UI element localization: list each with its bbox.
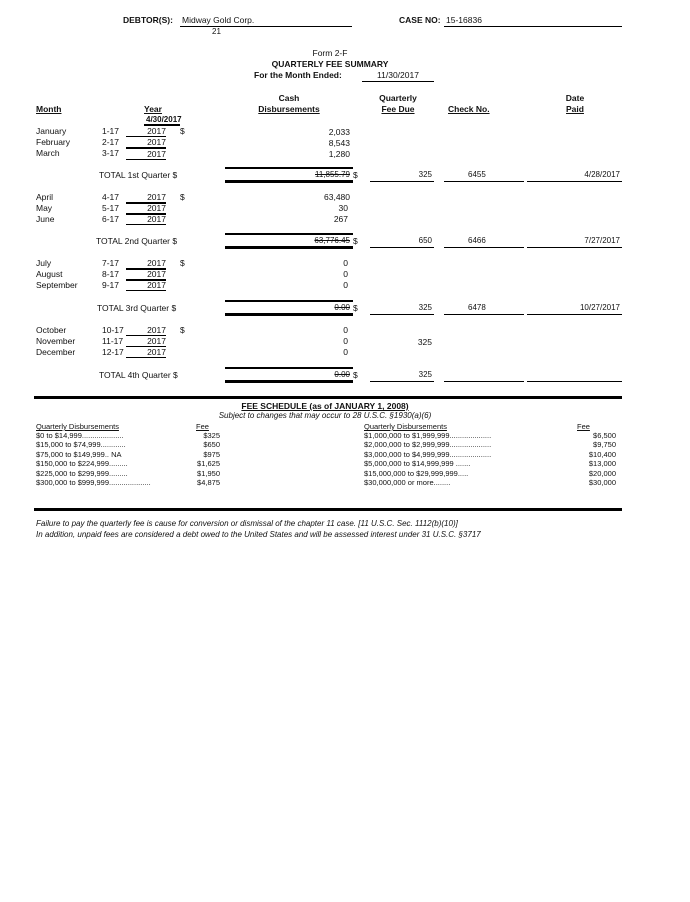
month-name: November — [36, 336, 76, 346]
fee-range: $1,000,000 to $1,999,999.................... — [364, 431, 492, 440]
form-code: Form 2-F — [312, 48, 348, 58]
fee-range: $300,000 to $999,999.................... — [36, 478, 151, 488]
quarter-total-value: 11,855.79 — [315, 170, 350, 179]
month-period: 9-17 — [102, 280, 120, 290]
month-amount: 267 — [333, 214, 348, 224]
fee-due-underline — [370, 247, 434, 248]
month-period: 1-17 — [102, 126, 120, 136]
total-bottom-rule — [225, 246, 353, 249]
fee-amount: $1,625 — [197, 459, 220, 469]
month-year: 2017 — [126, 258, 166, 270]
total-bottom-rule — [225, 313, 353, 316]
quarter-total-dollar: $ — [353, 370, 358, 380]
month-amount: 0 — [343, 347, 348, 357]
quarter-total-label: TOTAL 4th Quarter $ — [99, 370, 178, 380]
fee-range: $15,000 to $74,999............ — [36, 440, 126, 450]
month-amount: 8,543 — [328, 138, 350, 148]
fee-amount: $6,500 — [593, 431, 616, 440]
month-year: 2017 — [126, 336, 166, 347]
fee-right-header-fee: Fee — [577, 422, 590, 431]
month-amount: 1,280 — [328, 149, 350, 159]
col-check: Check No. — [448, 104, 490, 114]
month-name: December — [36, 347, 76, 357]
month-amount: 2,033 — [328, 127, 350, 137]
month-amount: 0 — [343, 258, 348, 268]
month-period: 2-17 — [102, 137, 120, 147]
date-underline — [527, 381, 622, 382]
month-year: 2017 — [126, 347, 166, 358]
month-name: February — [36, 137, 71, 147]
fee-schedule-bottom-rule — [34, 508, 622, 511]
fee-right-list — [364, 431, 491, 487]
check-underline — [444, 247, 524, 248]
fee-left-amounts — [180, 431, 220, 487]
col-year: Year — [144, 104, 162, 114]
month-period: 6-17 — [102, 214, 120, 224]
fee-right-amounts — [570, 431, 616, 487]
debtor-label: DEBTOR(S): — [123, 15, 173, 25]
fee-schedule-title: FEE SCHEDULE (as of JANUARY 1, 2008) — [241, 401, 409, 411]
fee-amount: $30,000 — [588, 478, 616, 488]
quarter-date-paid: 7/27/2017 — [584, 236, 620, 245]
month-year: 2017 — [126, 192, 166, 204]
fee-amount: $650 — [203, 440, 220, 450]
fee-range: $3,000,000 to $4,999,999.................... — [364, 449, 492, 459]
month-year: 2017 — [126, 148, 166, 160]
fee-range: $225,000 to $299,999......... — [36, 468, 128, 478]
date-underline — [527, 181, 622, 182]
month-ended-value: 11/30/2017 — [377, 70, 419, 80]
month-amount: 30 — [338, 203, 348, 213]
quarter-date-paid: 10/27/2017 — [579, 303, 620, 312]
fee-amount: $9,750 — [593, 440, 616, 450]
month-year: 2017 — [126, 269, 166, 281]
month-year: 2017 — [126, 126, 166, 137]
footer-note-1: Failure to pay the quarterly fee is cause for conversion or dismissal of the chapter 11 case. [11 U.S.C. Sec. 1112(b)(10)] — [36, 519, 458, 528]
quarter-total-label: TOTAL 3rd Quarter $ — [97, 303, 177, 313]
fee-amount: $4,875 — [197, 478, 220, 488]
fee-range: $2,000,000 to $2,999,999.................... — [364, 440, 492, 450]
quarter-check-no: 6478 — [468, 303, 486, 312]
footer-note-2: In addition, unpaid fees are considered a debt owed to the United States and will be assessed interest under 31 U.S.C. §3717 — [36, 530, 481, 539]
fee-schedule-top-rule — [34, 396, 622, 399]
fee-amount: $975 — [203, 449, 220, 459]
total-top-rule — [225, 167, 353, 169]
month-period: 5-17 — [102, 203, 120, 213]
total-top-rule — [225, 233, 353, 235]
fee-schedule-subtitle: Subject to changes that may occur to 28 U.S.C. §1930(a)(6) — [218, 411, 432, 420]
quarter-total-label: TOTAL 2nd Quarter $ — [96, 236, 178, 246]
month-period: 4-17 — [102, 192, 120, 202]
month-period: 8-17 — [102, 269, 120, 279]
month-fee-due: 325 — [417, 337, 432, 347]
col-cash-2: Disbursements — [258, 104, 320, 114]
quarter-date-paid: 4/28/2017 — [584, 170, 620, 179]
quarter-total-value: 0.00 — [334, 370, 350, 379]
check-underline — [444, 381, 524, 382]
dollar-sign: $ — [180, 325, 185, 335]
total-top-rule — [225, 367, 353, 369]
quarter-total-value: 0.00 — [334, 303, 350, 312]
debtor-name: Midway Gold Corp. — [182, 15, 255, 25]
month-name: July — [36, 258, 52, 268]
month-year: 2017 — [126, 280, 166, 291]
col-qfee-2: Fee Due — [381, 104, 415, 114]
quarter-fee-due: 325 — [418, 370, 432, 379]
month-name: August — [36, 269, 63, 279]
month-amount: 63,480 — [324, 192, 350, 202]
col-year-sub: 4/30/2017 — [146, 115, 182, 124]
total-bottom-rule — [225, 180, 353, 183]
fee-left-list — [36, 431, 151, 487]
date-underline — [527, 314, 622, 315]
month-year: 2017 — [126, 214, 166, 225]
month-period: 11-17 — [102, 336, 124, 346]
quarter-total-dollar: $ — [353, 170, 358, 180]
debtor-underline — [180, 26, 352, 27]
total-bottom-rule — [225, 380, 353, 383]
month-ended-label: For the Month Ended: — [254, 70, 342, 80]
month-period: 7-17 — [102, 258, 120, 268]
month-name: January — [36, 126, 67, 136]
page-fragment: 21 — [212, 27, 221, 36]
date-underline — [527, 247, 622, 248]
quarter-total-label: TOTAL 1st Quarter $ — [99, 170, 178, 180]
month-year: 2017 — [126, 137, 166, 149]
case-underline — [444, 26, 622, 27]
col-date-1: Date — [565, 93, 585, 103]
fee-range: $30,000,000 or more........ — [364, 478, 451, 488]
month-name: March — [36, 148, 60, 158]
fee-amount: $1,950 — [197, 468, 220, 478]
quarter-fee-due: 325 — [418, 303, 432, 312]
month-ended-underline — [362, 81, 434, 82]
dollar-sign: $ — [180, 258, 185, 268]
quarter-fee-due: 325 — [418, 170, 432, 179]
total-top-rule — [225, 300, 353, 302]
month-name: September — [36, 280, 78, 290]
month-period: 12-17 — [102, 347, 124, 357]
col-date-2: Paid — [566, 104, 584, 114]
fee-range: $0 to $14,999.................... — [36, 431, 124, 440]
fee-right-header-range: Quarterly Disbursements — [364, 422, 447, 431]
check-underline — [444, 181, 524, 182]
month-name: May — [36, 203, 53, 213]
month-period: 10-17 — [102, 325, 124, 335]
fee-due-underline — [370, 314, 434, 315]
quarter-fee-due: 650 — [418, 236, 432, 245]
fee-range: $5,000,000 to $14,999,999 ....... — [364, 459, 471, 469]
fee-amount: $10,400 — [588, 449, 616, 459]
quarter-total-value: 63,776.45 — [314, 236, 350, 245]
col-cash-1: Cash — [278, 93, 300, 103]
case-number: 15-16836 — [446, 15, 482, 25]
col-month: Month — [36, 104, 62, 114]
case-label: CASE NO: — [399, 15, 441, 25]
quarter-check-no: 6455 — [468, 170, 486, 179]
month-amount: 0 — [343, 336, 348, 346]
fee-due-underline — [370, 181, 434, 182]
check-underline — [444, 314, 524, 315]
fee-due-underline — [370, 381, 434, 382]
month-period: 3-17 — [102, 148, 120, 158]
fee-range: $150,000 to $224,999......... — [36, 459, 128, 469]
form-title: QUARTERLY FEE SUMMARY — [271, 59, 389, 69]
month-amount: 0 — [343, 280, 348, 290]
dollar-sign: $ — [180, 192, 185, 202]
month-amount: 0 — [343, 325, 348, 335]
fee-range: $15,000,000 to $29,999,999..... — [364, 468, 469, 478]
quarter-total-dollar: $ — [353, 236, 358, 246]
quarter-check-no: 6466 — [468, 236, 486, 245]
dollar-sign: $ — [180, 126, 185, 136]
col-qfee-1: Quarterly — [379, 93, 417, 103]
fee-amount: $13,000 — [588, 459, 616, 469]
month-year: 2017 — [126, 203, 166, 215]
month-year: 2017 — [126, 325, 166, 336]
month-name: April — [36, 192, 54, 202]
month-name: October — [36, 325, 67, 335]
month-amount: 0 — [343, 269, 348, 279]
fee-amount: $325 — [203, 431, 220, 440]
fee-range: $75,000 to $149,999.. NA — [36, 449, 122, 459]
month-name: June — [36, 214, 55, 224]
fee-amount: $20,000 — [588, 468, 616, 478]
fee-left-header-fee: Fee — [196, 422, 209, 431]
quarter-total-dollar: $ — [353, 303, 358, 313]
fee-left-header-range: Quarterly Disbursements — [36, 422, 119, 431]
